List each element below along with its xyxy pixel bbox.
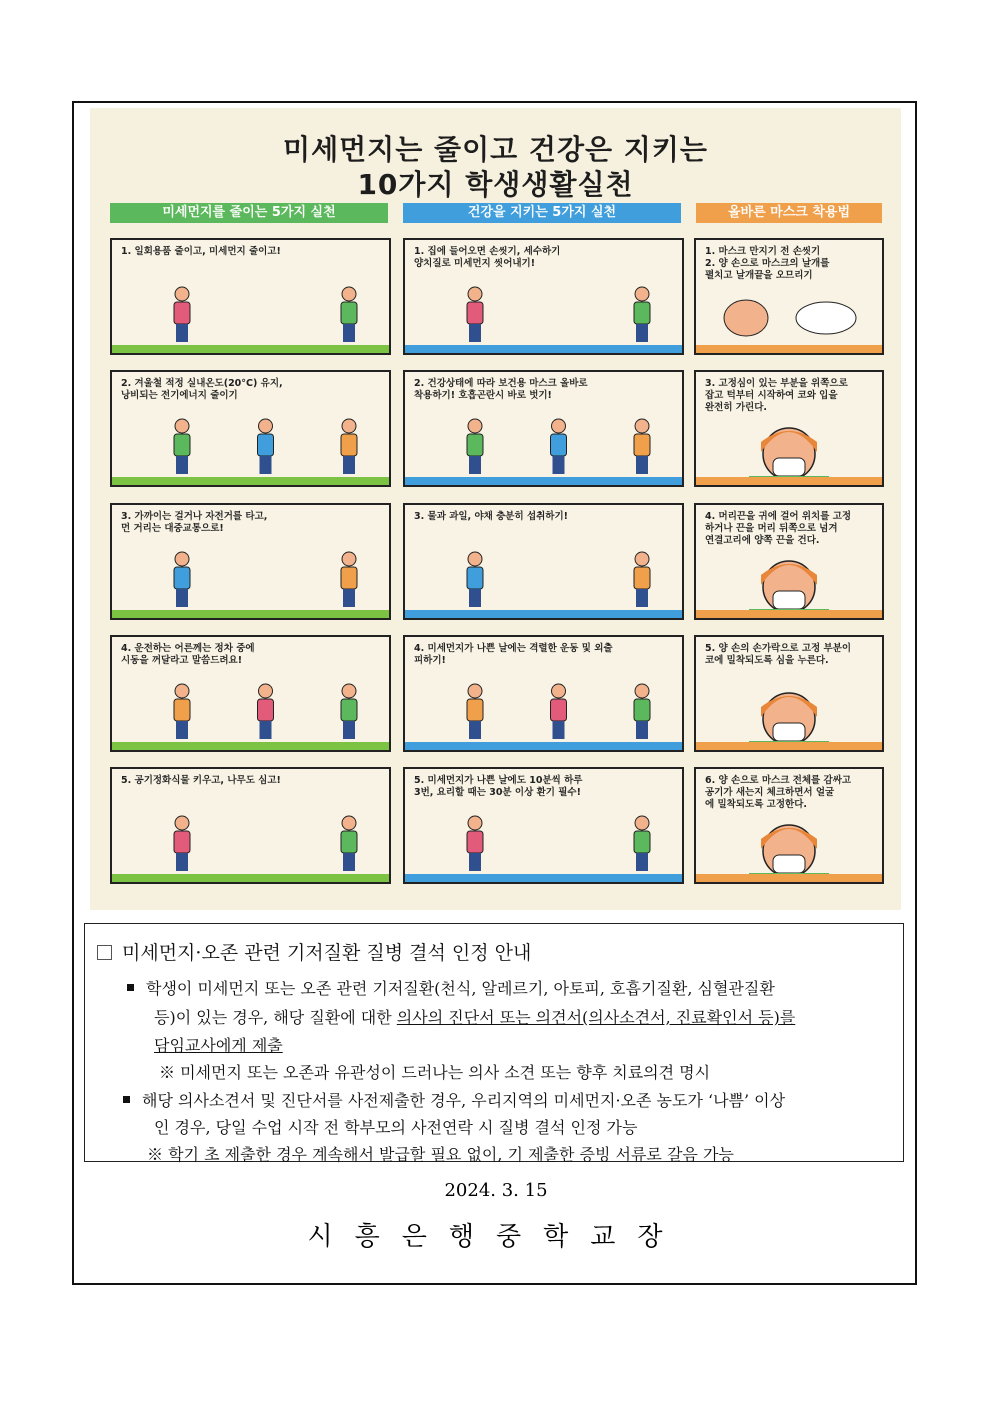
panel-col1-5	[110, 767, 391, 884]
panel-ground-strip	[405, 610, 682, 618]
panel-col3-4	[694, 635, 884, 752]
school-principal: 시흥은행중학교장	[307, 1222, 685, 1252]
notice-heading-text: 미세먼지·오존 관련 기저질환 질병 결석 인정 안내	[122, 942, 532, 964]
panel-caption: 3. 고정심이 있는 부분을 위쪽으로 잡고 턱부터 시작하여 코와 입을 완전히 가린다.	[705, 378, 848, 413]
panel-caption: 5. 공기정화식물 키우고, 나무도 심고!	[121, 775, 281, 786]
panel-ground-strip	[405, 345, 682, 353]
column-header-mask	[696, 203, 882, 223]
bullet-1-text-plain: 등)이 있는 경우, 해당 질환에 대한	[154, 1008, 397, 1027]
panel-col3-1	[694, 238, 884, 355]
panel-col1-4	[110, 635, 391, 752]
panel-col3-5	[694, 767, 884, 884]
panel-col1-1	[110, 238, 391, 355]
mask-icon	[405, 372, 682, 485]
bullet-icon	[127, 984, 134, 991]
notice-heading	[97, 938, 531, 965]
note-2: ※ 학기 초 제출한 경우 계속해서 발급할 필요 없이, 기 제출한 증빙 서류로 갈음 가능	[147, 1145, 734, 1164]
car-icon	[112, 769, 389, 882]
window-icon	[405, 769, 682, 882]
face-mask-icon	[696, 372, 882, 485]
panel-col1-2	[110, 370, 391, 487]
hands-icon	[696, 240, 882, 353]
panel-col2-4	[403, 635, 684, 752]
trash-bin-icon	[112, 372, 389, 485]
panel-caption: 1. 일회용품 줄이고, 미세먼지 줄이고!	[121, 246, 281, 257]
panel-col1-3	[110, 503, 391, 620]
column-header-label: 올바른 마스크 착용법	[727, 205, 851, 220]
bullet-icon	[123, 1096, 130, 1103]
campaign-poster	[90, 108, 901, 910]
thermostat-icon	[112, 505, 389, 618]
column-header-reduce	[110, 203, 388, 223]
runner-icon	[405, 637, 682, 750]
bus-stop-icon	[112, 637, 389, 750]
panel-col2-2	[403, 370, 684, 487]
panel-ground-strip	[696, 345, 882, 353]
panel-ground-strip	[112, 345, 389, 353]
panel-caption: 5. 미세먼지가 나쁜 날에도 10분씩 하루 3번, 요리할 때는 30분 이상 환기 필수!	[414, 775, 583, 798]
panel-ground-strip	[112, 610, 389, 618]
panel-col2-1	[403, 238, 684, 355]
bullet-1-line2	[154, 1005, 795, 1028]
sink-icon	[405, 240, 682, 353]
panel-caption: 4. 운전하는 어른께는 정차 중에 시동을 꺼달라고 말씀드려요!	[121, 643, 255, 666]
panel-ground-strip	[112, 477, 389, 485]
panel-caption: 2. 겨울철 적정 실내온도(20°C) 유지, 낭비되는 전기에너지 줄이기	[121, 378, 283, 401]
panel-caption: 1. 집에 들어오면 손씻기, 세수하기 양치질로 미세먼지 씻어내기!	[414, 246, 561, 269]
face-mask-icon	[696, 637, 882, 750]
panel-ground-strip	[112, 874, 389, 882]
column-header-label: 미세먼지를 줄이는 5가지 실천	[162, 205, 336, 220]
panel-caption: 3. 물과 과일, 야채 충분히 섭취하기!	[414, 511, 568, 522]
panel-col2-3	[403, 503, 684, 620]
column-header-health	[403, 203, 681, 223]
panel-caption: 4. 미세먼지가 나쁜 날에는 격렬한 운동 및 외출 피하기!	[414, 643, 613, 666]
panel-caption: 2. 건강상태에 따라 보건용 마스크 올바로 착용하기! 호흡곤란시 바로 벗기!	[414, 378, 588, 401]
bullet-1-line1	[127, 976, 775, 999]
face-mask-icon	[696, 769, 882, 882]
checkbox-icon	[97, 945, 112, 960]
panel-col3-3	[694, 503, 884, 620]
bullet-2-line1	[123, 1088, 785, 1111]
column-header-label: 건강을 지키는 5가지 실천	[467, 205, 617, 220]
panel-caption: 5. 양 손의 손가락으로 고정 부분이 코에 밀착되도록 심을 누른다.	[705, 643, 852, 666]
absence-notice-box	[84, 923, 904, 1162]
panel-ground-strip	[405, 742, 682, 750]
panel-col3-2	[694, 370, 884, 487]
bullet-1-text-underlined: 의사의 진단서 또는 의견서(의사소견서, 진료확인서 등)를	[396, 1008, 796, 1027]
panel-ground-strip	[696, 874, 882, 882]
panel-ground-strip	[696, 477, 882, 485]
bullet-2-text: 해당 의사소견서 및 진단서를 사전제출한 경우, 우리지역의 미세먼지·오존 농도가 ‘나쁨’ 이상	[142, 1091, 786, 1110]
document-date: 2024. 3. 15	[444, 1180, 548, 1201]
panel-ground-strip	[112, 742, 389, 750]
bullet-2-line2: 인 경우, 당일 수업 시작 전 학부모의 사전연락 시 질병 결석 인정 가능	[154, 1118, 638, 1137]
poster-title-line1: 미세먼지는 줄이고 건강은 지키는	[283, 133, 708, 166]
stove-icon	[112, 240, 389, 353]
panel-ground-strip	[405, 874, 682, 882]
note-1: ※ 미세먼지 또는 오존과 유관성이 드러나는 의사 소견 또는 향후 치료의견 명시	[159, 1063, 711, 1082]
panel-ground-strip	[405, 477, 682, 485]
panel-caption: 6. 양 손으로 마스크 전체를 감싸고 공기가 새는지 체크하면서 얼굴 에 밀착되도록 고정한다.	[705, 775, 852, 810]
panel-ground-strip	[696, 742, 882, 750]
bullet-1-line3: 담임교사에게 제출	[154, 1036, 283, 1055]
panel-ground-strip	[696, 610, 882, 618]
panel-caption: 3. 가까이는 걸거나 자전거를 타고, 먼 거리는 대중교통으로!	[121, 511, 268, 534]
poster-title-line2: 10가지 학생생활실천	[357, 168, 634, 201]
panel-caption: 4. 머리끈을 귀에 걸어 위치를 고정 하거나 끈을 머리 뒤쪽으로 넘겨 연결고리에 양쪽 끈을 건다.	[705, 511, 852, 546]
food-icon	[405, 505, 682, 618]
panel-caption: 1. 마스크 만지기 전 손씻기 2. 양 손으로 마스크의 날개를 펼치고 날개끝을 오므리기	[705, 246, 830, 281]
panel-col2-5	[403, 767, 684, 884]
ponytail-icon	[696, 505, 882, 618]
bullet-1-text: 학생이 미세먼지 또는 오존 관련 기저질환(천식, 알레르기, 아토피, 호흡기질환, 심혈관질환	[146, 979, 775, 998]
